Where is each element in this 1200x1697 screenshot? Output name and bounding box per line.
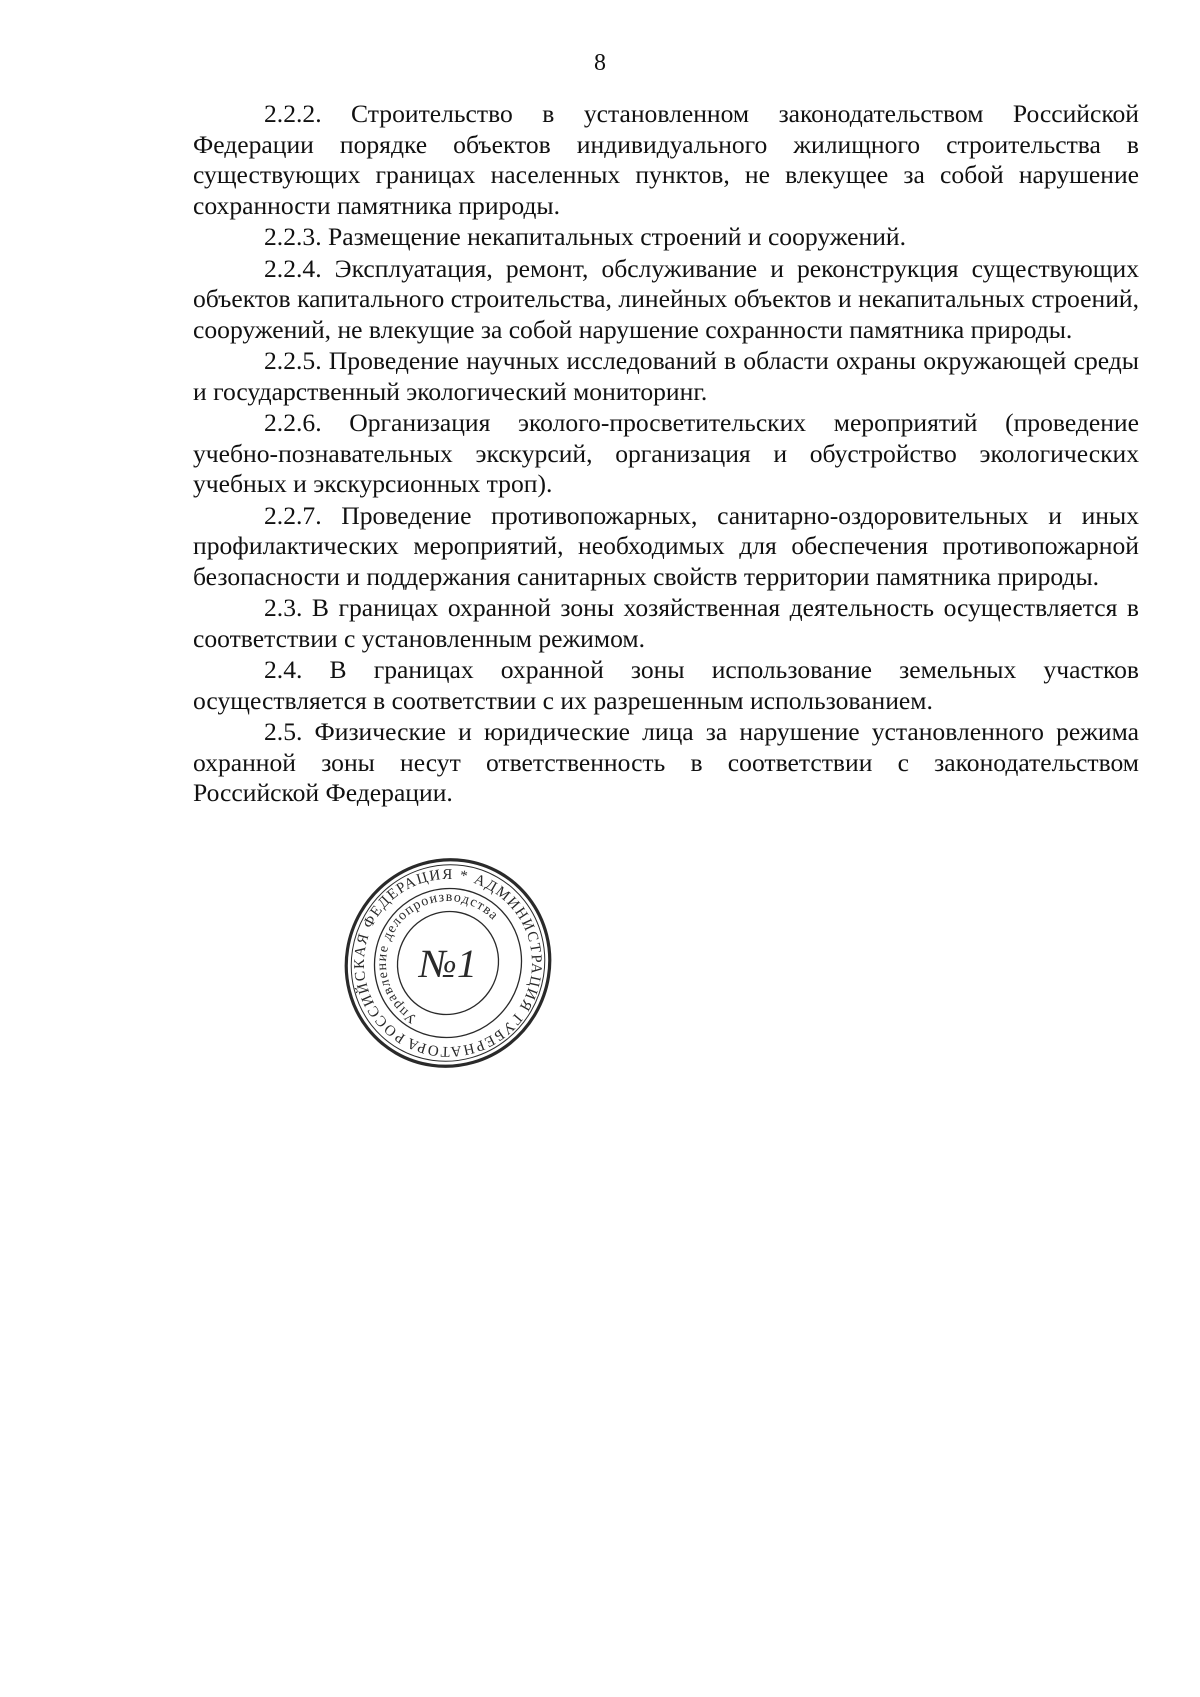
paragraph-2-2-3: 2.2.3. Размещение некапитальных строений и сооружений. bbox=[264, 222, 907, 251]
seal-center-number: №1 bbox=[419, 941, 477, 986]
paragraph-2-3: 2.3. В границах охранной зоны хозяйственная деятельность осуществляется в соответствии с установленным режимом. bbox=[193, 593, 1139, 653]
paragraph-2-2-4: 2.2.4. Эксплуатация, ремонт, обслуживание и реконструкция существующих объектов капитального строительства, линейных объектов и некапитальных строений, сооружений, не влекущие за собой нарушение сохранности памятника природы. bbox=[193, 253, 1139, 344]
paragraph-2-4: 2.4. В границах охранной зоны использование земельных участков осуществляется в соответствии с их разрешенным использованием. bbox=[193, 655, 1139, 715]
page-number: 8 bbox=[594, 50, 606, 76]
official-seal-stamp bbox=[336, 855, 560, 1071]
seal-inner-text: Управление делопроизводства bbox=[374, 889, 502, 1026]
paragraph-2-2-2: 2.2.2. Строительство в установленном законодательством Российской Федерации порядке объектов индивидуального жилищного строительства в существующих границах населенных пунктов, не влекущее за собой нарушение сохранности памятника природы. bbox=[193, 99, 1139, 220]
paragraph-2-2-5: 2.2.5. Проведение научных исследований в области охраны окружающей среды и государственный экологический мониторинг. bbox=[193, 346, 1139, 406]
seal-outer-text: РОССИЙСКАЯ ФЕДЕРАЦИЯ * АДМИНИСТРАЦИЯ ГУБЕРНАТОРА bbox=[351, 866, 545, 1060]
paragraph-2-2-6: 2.2.6. Организация эколого-просветительских мероприятий (проведение учебно-познавательных экскурсий, организация и обустройство экологических учебных и экскурсионных троп). bbox=[193, 408, 1139, 498]
seal-icon bbox=[336, 855, 560, 1071]
document-body bbox=[193, 99, 1139, 810]
paragraph-2-5: 2.5. Физические и юридические лица за нарушение установленного режима охранной зоны несут ответственность в соответствии с законодательством Российской Федерации. bbox=[193, 717, 1139, 807]
paragraph-2-2-7: 2.2.7. Проведение противопожарных, санитарно-оздоровительных и иных профилактических мероприятий, необходимых для обеспечения противопожарной безопасности и поддержания санитарных свойств территории памятника природы. bbox=[193, 500, 1139, 591]
